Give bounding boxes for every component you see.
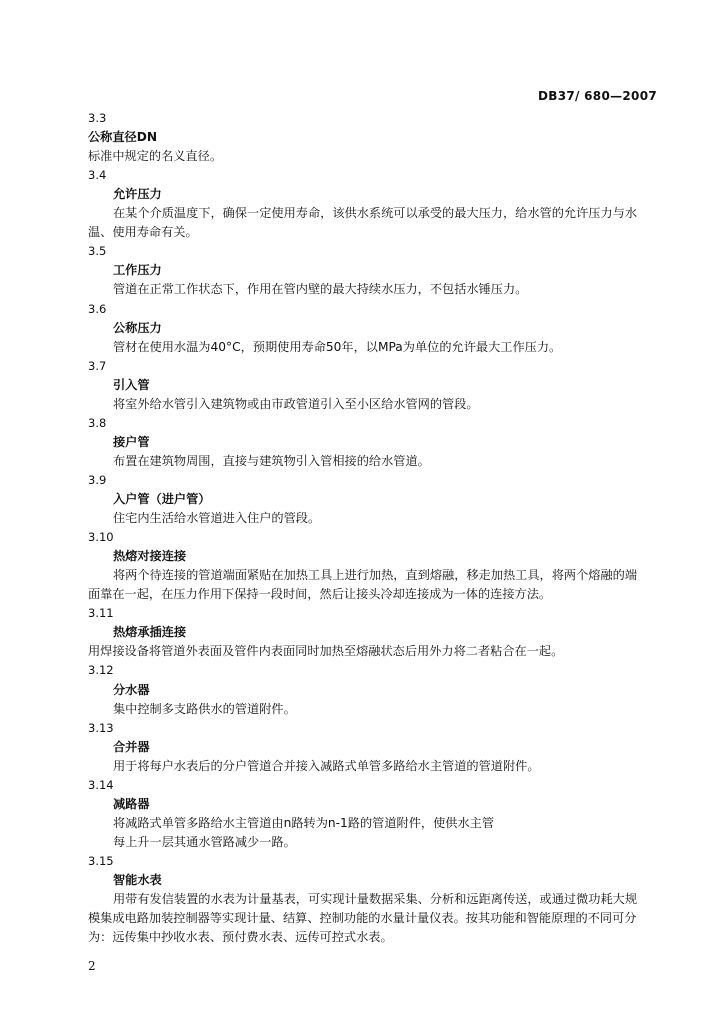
section-number: 3.13 — [88, 720, 114, 735]
definition-text: 每上升一层其通水管路减少一路。 — [113, 834, 296, 849]
term-heading: 分水器 — [113, 682, 150, 697]
section-number: 3.11 — [88, 606, 114, 621]
page-number: 2 — [88, 959, 96, 973]
definition-text: 模集成电路加装控制器等实现计量、结算、控制功能的水量计量仪表。按其功能和智能原理的不同可分 — [88, 911, 637, 926]
definition-text: 管道在正常工作状态下，作用在管内壁的最大持续水压力，不包括水锤压力。 — [113, 282, 528, 297]
term-heading: 接户管 — [113, 434, 150, 449]
definition-text: 在某个介质温度下，确保一定使用寿命，该供水系统可以承受的最大压力，给水管的允许压力与水 — [113, 206, 638, 221]
term-heading: 引入管 — [113, 377, 150, 392]
term-heading: 允许压力 — [113, 187, 162, 202]
term-heading: 公称压力 — [113, 320, 162, 335]
section-number: 3.7 — [88, 358, 107, 373]
definition-text: 用带有发信装置的水表为计量基表，可实现计量数据采集、分析和远距离传送，或通过微功耗大规 — [113, 892, 638, 907]
section-number: 3.15 — [88, 853, 114, 868]
definition-text: 温、使用寿命有关。 — [88, 225, 198, 240]
term-heading: 工作压力 — [113, 263, 162, 278]
term-heading: 热熔承插连接 — [113, 625, 187, 640]
section-number: 3.14 — [88, 777, 114, 792]
section-number: 3.3 — [88, 111, 107, 125]
definition-text: 为：远传集中抄收水表、预付费水表、远传可控式水表。 — [88, 930, 393, 945]
term-heading: 公称直径DN — [88, 130, 158, 145]
definition-text: 用焊接设备将管道外表面及管件内表面同时加热至熔融状态后用外力将二者粘合在一起。 — [88, 644, 564, 659]
section-number: 3.12 — [88, 663, 114, 678]
definition-text: 将减路式单管多路给水主管道由n路转为n-1路的管道附件，使供水主管 — [113, 815, 495, 830]
section-number: 3.8 — [88, 415, 107, 430]
definition-text: 标准中规定的名义直径。 — [88, 149, 223, 164]
term-heading: 热熔对接连接 — [113, 549, 187, 564]
section-number: 3.5 — [88, 244, 107, 259]
section-number: 3.6 — [88, 301, 107, 316]
term-heading: 智能水表 — [113, 873, 162, 887]
definition-text: 将室外给水管引入建筑物或由市政管道引入至小区给水管网的管段。 — [113, 396, 479, 411]
definition-text: 管材在使用水温为40°C，预期使用寿命50年，以MPa为单位的允许最大工作压力。 — [113, 339, 562, 354]
document-code: DB37/ 680—2007 — [537, 89, 657, 103]
term-heading: 减路器 — [113, 796, 150, 811]
definition-text: 住宅内生活给水管道进入住户的管段。 — [113, 511, 321, 526]
definition-text: 用于将每户水表后的分户管道合并接入减路式单管多路给水主管道的管道附件。 — [113, 758, 540, 773]
section-number: 3.9 — [88, 472, 107, 487]
term-heading: 入户管（进户管） — [113, 492, 211, 506]
definition-text: 集中控制多支路供水的管道附件。 — [113, 701, 296, 716]
definition-text: 将两个待连接的管道端面紧贴在加热工具上进行加热，直到熔融，移走加热工具，将两个熔融的端 — [113, 568, 638, 583]
definition-text: 面靠在一起，在压力作用下保持一段时间，然后让接头冷却连接成为一体的连接方法。 — [88, 587, 552, 602]
section-number: 3.10 — [88, 530, 114, 545]
term-heading: 合并器 — [113, 739, 150, 754]
definition-text: 布置在建筑物周围，直接与建筑物引入管相接的给水管道。 — [113, 453, 430, 468]
section-number: 3.4 — [88, 168, 107, 183]
